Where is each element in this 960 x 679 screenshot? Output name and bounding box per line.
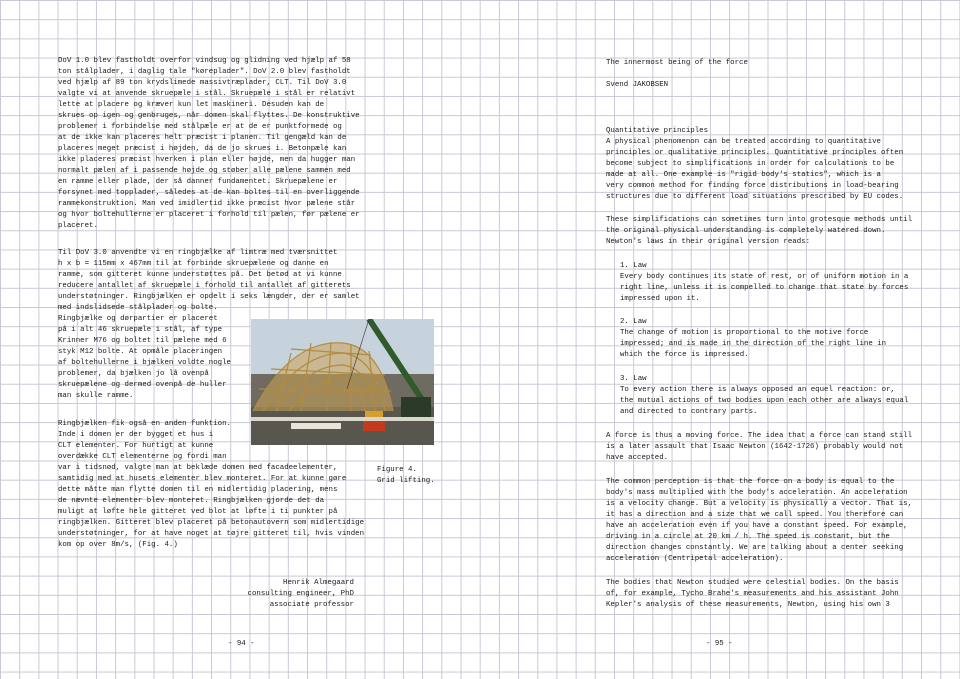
body-line: overdække CLT elementerne og fordi man (58, 453, 227, 461)
body-line: the original physical understanding is completely watered down. (606, 227, 886, 235)
body-line: dette måtte man flytte domen til en midlertidig placering, mens (58, 486, 338, 494)
body-line: og hvor boltehullerne er placeret i forhold til pælen, før pælene er (58, 211, 360, 219)
body-line: understøtninger, for at have noget at tøjre gitteret til, hvis vinden (58, 530, 365, 538)
body-line: Ringbjælken fik også en anden funktion. (58, 420, 231, 428)
article-title: The innermost being of the force (606, 59, 748, 67)
figure-caption: Grid lifting. (377, 477, 435, 485)
signature-name: Henrik Almegaard (283, 579, 354, 587)
body-line: have an acceleration even if you have a constant speed. For example, (606, 522, 908, 530)
body-line: A force is thus a moving force. The idea that a force can stand still (606, 432, 913, 440)
law-heading: 3. Law (620, 375, 647, 383)
body-line: driving in a circle at 20 km / h. The speed is constant, but the (606, 533, 890, 541)
body-line: man skulle ramme. (58, 392, 134, 400)
signature-title: associate professor (269, 601, 354, 609)
body-line: Krinner M76 og boltet til pælene med 6 (58, 337, 227, 345)
body-line: en ramme eller plade, der så danner fundamentet. Skruepælene er (58, 178, 338, 186)
body-line: principles or qualitative principles. Quantitative principles often (606, 149, 904, 157)
body-line: become subject to simplifications in order for calculations to be (606, 160, 895, 168)
body-line: CLT elementer. For hurtigt at kunne (58, 442, 214, 450)
signature-title: consulting engineer, PhD (247, 590, 354, 598)
body-line: normalt pælen af i passende højde og støber alle pælene sammen med (58, 167, 351, 175)
body-line: is a later assault that Isaac Newton (1642-1726) probably would not (606, 443, 904, 451)
body-line: Ringbjælke og dørpartier er placeret (58, 315, 218, 323)
body-line: understøtninger. Ringbjælken er opdelt i seks længder, der er samlet (58, 293, 360, 301)
body-line: DoV 1.0 blev fastholdt overfor vindsug og glidning ved hjælp af 58 (58, 57, 351, 65)
body-line: Til DoV 3.0 anvendte vi en ringbjælke af limtræ med tværsnittet (58, 249, 338, 257)
body-line: med indslidsede stålplader og bolte. (58, 304, 218, 312)
body-line: of, for example, Tycho Brahe's measurements and his assistant John (606, 590, 899, 598)
law-line: Every body continues its state of rest, or of uniform motion in a (620, 273, 909, 281)
body-line: ringbjælken. Gitteret blev placeret på betonautovern som midlertidige (58, 519, 365, 527)
body-line: på i alt 46 skruepæle i stål, af type (58, 326, 223, 334)
body-line: Newton's laws in their original version reads: (606, 238, 811, 246)
law-heading: 2. Law (620, 318, 647, 326)
body-line: muligt at løfte hele gitteret ved blot at løfte i ti punkter på (58, 508, 338, 516)
page-number: - 95 - (706, 640, 733, 648)
page-number: - 94 - (228, 640, 255, 648)
figure-caption: Figure 4. (377, 466, 417, 474)
body-line: The common perception is that the force on a body is equal to the (606, 478, 895, 486)
body-line: de nævnte elementer blev monteret. Ringbjælken gjorde det da (58, 497, 325, 505)
body-line: samtidig med at husets elementer blev monteret. For at kunne gøre (58, 475, 347, 483)
body-line: problemer, da bjælken jo lå ovenpå (58, 370, 209, 378)
article-author: Svend JAKOBSEN (606, 81, 669, 89)
body-line: lette at placere og kræver kun let maskineri. Desuden kan de (58, 101, 325, 109)
body-line: The bodies that Newton studied were celestial bodies. On the basis (606, 579, 899, 587)
body-line: rammekonstruktion. Man ved imidlertid ikke præcist hvor pælene står (58, 200, 356, 208)
body-line: These simplifications can sometimes turn into grotesque methods until (606, 216, 913, 224)
body-line: skrues op igen og genbruges, når domen skal flyttes. De konstruktive (58, 112, 360, 120)
body-line: Kepler's analysis of these measurements, Newton, using his own 3 (606, 601, 890, 609)
section-heading: Quantitative principles (606, 127, 709, 135)
body-line: have accepted. (606, 454, 669, 462)
body-line: ikke placeres præcist hverken i plan eller højde, men da hugger man (58, 156, 356, 164)
body-line: reducere antallet af skruepæle i forhold til antallet af gitterets (58, 282, 351, 290)
body-line: ton stålplader, i daglig tale "køreplader". DoV 2.0 blev fastholdt (58, 68, 351, 76)
body-line: acceleration (Centripetal acceleration). (606, 555, 784, 563)
body-line: h x b = 115mm x 467mm til at forbinde skruepælene og danne en (58, 260, 329, 268)
body-line: very common method for finding force distributions in load-bearing (606, 182, 899, 190)
law-line: To every action there is always opposed an equel reaction: or, (620, 386, 895, 394)
grid-lifting-photo (251, 319, 434, 445)
body-line: kom op over 8m/s, (Fig. 4.) (58, 541, 178, 549)
body-line: ved hjælp af 89 ton krydslimede massivtræplader, CLT. Til DoV 3.0 (58, 79, 347, 87)
body-line: forsynet med topplader, således at de kan boltes til en overliggende (58, 189, 360, 197)
body-line: is a velocity change. But a velocity is physically a vector. That is, (606, 500, 913, 508)
body-line: body's mass multiplied with the body's acceleration. An acceleration (606, 489, 908, 497)
body-line: placeres meget præcist i højden, da de jo skrues i. Betonpæle kan (58, 145, 347, 153)
body-line: ramme, som gitteret kunne understøttes på. Det betød at vi kunne (58, 271, 342, 279)
body-line: problemer i forbindelse med stålpæle er at de er punktformede og (58, 123, 342, 131)
body-line: structures due to different load situations prescribed by EU codes. (606, 193, 904, 201)
body-line: it has a direction and a size that we call speed. You therefore can (606, 511, 904, 519)
law-line: right line, unless it is compelled to change that state by forces (620, 284, 909, 292)
body-line: at de ikke kan placeres helt præcist i planen. Til gengæld kan de (58, 134, 347, 142)
body-line: A physical phenomenon can be treated according to quantitative (606, 138, 881, 146)
law-line: impressed upon it. (620, 295, 700, 303)
law-line: which the force is impressed. (620, 351, 749, 359)
body-line: placeret. (58, 222, 98, 230)
body-line: Inde i domen er der bygget et hus i (58, 431, 214, 439)
law-line: and directed to contrary parts. (620, 408, 758, 416)
body-line: var i tidsnød, valgte man at beklæde domen med facadeelementer, (58, 464, 338, 472)
law-heading: 1. Law (620, 262, 647, 270)
body-line: skruepælene og dermed ovenpå de huller (58, 381, 227, 389)
law-line: impressed; and is made in the direction of the right line in (620, 340, 887, 348)
body-line: valgte vi at anvende skruepæle i stål. Skruepæle i stål er relativt (58, 90, 356, 98)
body-line: direction changes constantly. We are talking about a center seeking (606, 544, 904, 552)
body-line: made at all. One example is "rigid body's statics", which is a (606, 171, 881, 179)
law-line: the mutual actions of two bodies upon each other are always equal (620, 397, 909, 405)
law-line: The change of motion is proportional to the motive force (620, 329, 869, 337)
body-line: af boltehullerne i bjælken voldte nogle (58, 359, 231, 367)
body-line: styk M12 bolte. At opmåle placeringen (58, 348, 223, 356)
right-page (480, 0, 960, 679)
